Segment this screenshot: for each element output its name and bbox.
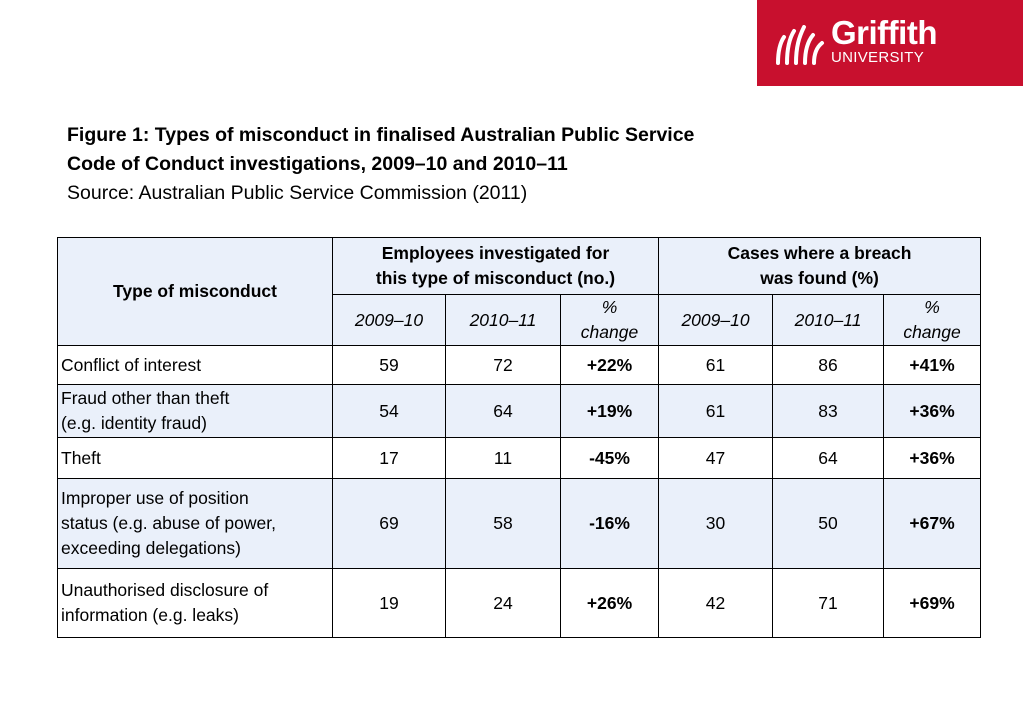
cell-case-2009-10: 30 xyxy=(659,479,773,569)
table-body xyxy=(58,346,981,638)
pct-line-2: change xyxy=(580,322,639,342)
row-misconduct-type xyxy=(58,385,333,438)
cell-case-2009-10: 61 xyxy=(659,346,773,385)
row-label-line: (e.g. identity fraud) xyxy=(61,413,207,433)
row-misconduct-type xyxy=(58,438,333,479)
cell-case-2009-10: 47 xyxy=(659,438,773,479)
cell-case-pct-change: +67% xyxy=(884,479,981,569)
cell-case-2009-10: 42 xyxy=(659,569,773,638)
header-employees-investigated xyxy=(333,238,659,295)
figure-title-line-1: Figure 1: Types of misconduct in finalised Australian Public Service xyxy=(67,124,695,146)
table-row xyxy=(58,346,981,385)
header-case-year-1: 2009–10 xyxy=(659,295,773,346)
cell-emp-pct-change: +26% xyxy=(561,569,659,638)
pct-line-2: change xyxy=(903,322,961,342)
row-misconduct-type xyxy=(58,569,333,638)
row-label-line: information (e.g. leaks) xyxy=(61,605,239,625)
cell-case-pct-change: +36% xyxy=(884,385,981,438)
header-emp-pct-change xyxy=(561,295,659,346)
table-row xyxy=(58,569,981,638)
cell-emp-2009-10: 54 xyxy=(333,385,446,438)
figure-title-line-2: Code of Conduct investigations, 2009–10 and 2010–11 xyxy=(67,153,568,175)
row-misconduct-type xyxy=(58,479,333,569)
header-case-year-2: 2010–11 xyxy=(773,295,884,346)
row-misconduct-type xyxy=(58,346,333,385)
cell-emp-2010-11: 24 xyxy=(446,569,561,638)
misconduct-table xyxy=(57,237,981,638)
cell-emp-pct-change: -45% xyxy=(561,438,659,479)
cell-case-2010-11: 86 xyxy=(773,346,884,385)
logo-text xyxy=(831,16,937,65)
table-row xyxy=(58,385,981,438)
row-label-line: Improper use of position xyxy=(61,488,249,508)
header-employees-line-1: Employees investigated for xyxy=(381,243,610,263)
cell-emp-2009-10: 19 xyxy=(333,569,446,638)
header-breach-found xyxy=(659,238,981,295)
cell-emp-2009-10: 17 xyxy=(333,438,446,479)
cell-emp-2010-11: 58 xyxy=(446,479,561,569)
cell-case-pct-change: +36% xyxy=(884,438,981,479)
cell-emp-2010-11: 11 xyxy=(446,438,561,479)
cell-case-2010-11: 83 xyxy=(773,385,884,438)
cell-emp-2010-11: 72 xyxy=(446,346,561,385)
row-label-line: Conflict of interest xyxy=(61,354,202,375)
cell-case-2010-11: 71 xyxy=(773,569,884,638)
row-label-line: status (e.g. abuse of power, xyxy=(61,513,276,533)
cell-case-2010-11: 64 xyxy=(773,438,884,479)
row-label-line: Fraud other than theft xyxy=(61,388,230,408)
cell-emp-pct-change: +19% xyxy=(561,385,659,438)
griffith-logo xyxy=(757,0,1023,86)
header-breach-line-1: Cases where a breach xyxy=(727,243,912,263)
cell-emp-2009-10: 59 xyxy=(333,346,446,385)
row-label-line: Unauthorised disclosure of xyxy=(61,580,269,600)
header-employees-line-2: this type of misconduct (no.) xyxy=(375,268,616,288)
pct-line-1: % xyxy=(601,297,618,317)
pct-line-1: % xyxy=(924,297,940,317)
logo-name: Griffith xyxy=(831,14,937,51)
griffith-flame-icon xyxy=(774,25,826,65)
header-type-of-misconduct: Type of misconduct xyxy=(58,238,333,346)
cell-case-pct-change: +41% xyxy=(884,346,981,385)
figure-source: Source: Australian Public Service Commission (2011) xyxy=(67,182,528,204)
cell-emp-2010-11: 64 xyxy=(446,385,561,438)
row-label-line: Theft xyxy=(61,447,101,468)
header-emp-year-2: 2010–11 xyxy=(446,295,561,346)
cell-emp-pct-change: -16% xyxy=(561,479,659,569)
figure-caption xyxy=(67,121,694,208)
table-row xyxy=(58,438,981,479)
logo-subtitle: UNIVERSITY xyxy=(831,49,925,66)
header-breach-line-2: was found (%) xyxy=(760,268,879,288)
cell-case-pct-change: +69% xyxy=(884,569,981,638)
cell-case-2010-11: 50 xyxy=(773,479,884,569)
cell-emp-pct-change: +22% xyxy=(561,346,659,385)
cell-case-2009-10: 61 xyxy=(659,385,773,438)
header-emp-year-1: 2009–10 xyxy=(333,295,446,346)
table-row xyxy=(58,479,981,569)
header-case-pct-change xyxy=(884,295,981,346)
row-label-line: exceeding delegations) xyxy=(61,538,241,558)
cell-emp-2009-10: 69 xyxy=(333,479,446,569)
table-header-row xyxy=(58,238,981,295)
